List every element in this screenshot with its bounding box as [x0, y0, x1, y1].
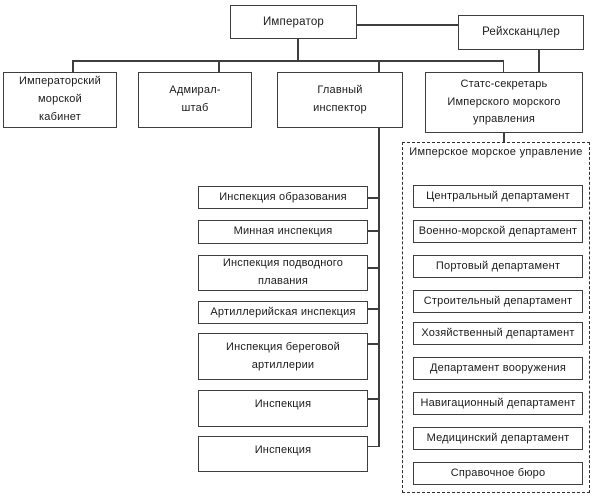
node-inspection-7 — [198, 436, 368, 472]
dept-central-label: Центральный департамент — [426, 189, 570, 202]
node-naval-cabinet-line3: кабинет — [39, 110, 81, 123]
inspection-6-label: Инспекция — [254, 398, 312, 410]
inspection-education-label: Инспекция образования — [219, 190, 347, 203]
node-inspection-6 — [198, 390, 368, 427]
inspection-7-label: Инспекция — [254, 444, 312, 456]
dept-reference-bureau-label: Справочное бюро — [450, 466, 546, 479]
node-dept-harbor — [413, 255, 583, 278]
node-naval-cabinet-line1: Императорский — [19, 75, 101, 88]
dept-harbor-label: Портовый департамент — [435, 259, 561, 272]
inspection-artillery-label: Артиллерийская инспекция — [210, 305, 356, 318]
node-chief-inspector-line1: Главный — [317, 84, 363, 97]
node-admiral-staff-line1: Адмирал- — [169, 84, 221, 97]
node-inspection-coastal-artillery — [198, 333, 368, 380]
connector-stub-inspection-6 — [368, 398, 379, 400]
dept-naval-war-label: Военно-морской департамент — [418, 224, 578, 237]
node-chancellor — [458, 15, 584, 50]
node-dept-reference-bureau — [413, 462, 583, 485]
inspection-submarine-line2: плавания — [257, 275, 309, 287]
connector-emperor-drop — [297, 39, 299, 60]
node-state-secretary-line1: Статс-секретарь — [460, 77, 548, 90]
connector-stub-inspection-5 — [368, 343, 379, 345]
node-emperor-label: Император — [262, 15, 325, 28]
dept-medical-label: Медицинский департамент — [426, 431, 570, 444]
node-naval-cabinet — [3, 72, 117, 128]
dept-navigation-label: Навигационный департамент — [420, 396, 576, 409]
connector-emperor-chancellor — [357, 24, 458, 26]
node-dept-central — [413, 185, 583, 208]
dept-construction-label: Строительный департамент — [423, 294, 573, 307]
node-inspection-education — [198, 186, 368, 209]
node-dept-navigation — [413, 392, 583, 415]
node-state-secretary-line2: Имперского морского — [447, 95, 561, 108]
connector-drop-state-secretary — [503, 60, 505, 72]
dept-economy-label: Хозяйственный департамент — [421, 326, 575, 339]
node-emperor — [230, 5, 357, 39]
node-dept-economy — [413, 322, 583, 345]
connector-secretary-to-office — [503, 133, 505, 142]
inspection-coastal-line1: Инспекция береговой — [225, 340, 341, 353]
node-inspection-mine — [198, 220, 368, 244]
dept-armament-label: Департамент вооружения — [429, 361, 567, 374]
node-dept-construction — [413, 290, 583, 313]
connector-drop-admiral-staff — [218, 60, 220, 72]
node-dept-armament — [413, 357, 583, 380]
node-dept-naval-war — [413, 220, 583, 243]
node-dept-medical — [413, 427, 583, 450]
connector-stub-inspection-1 — [368, 197, 379, 199]
node-state-secretary-line3: управления — [473, 113, 535, 126]
node-admiral-staff — [138, 72, 252, 128]
connector-stub-inspection-7 — [368, 446, 379, 448]
connector-drop-naval-cabinet — [72, 60, 74, 72]
node-chief-inspector — [277, 72, 403, 128]
inspection-submarine-line1: Инспекция подводного — [222, 257, 344, 270]
node-naval-cabinet-line2: морской — [38, 93, 82, 106]
inspection-mine-label: Минная инспекция — [233, 225, 333, 238]
node-inspection-artillery — [198, 301, 368, 324]
connector-stub-inspection-4 — [368, 308, 379, 310]
node-inspection-submarine — [198, 255, 368, 291]
connector-bus-row2 — [72, 60, 504, 62]
connector-drop-chief-inspector — [378, 60, 380, 72]
node-chancellor-label: Рейхсканцлер — [482, 26, 560, 39]
node-admiral-staff-line2: штаб — [181, 102, 209, 114]
node-chief-inspector-line2: инспектор — [313, 102, 367, 114]
group-imperial-naval-office-title: Имперское морское управление — [409, 146, 583, 158]
connector-chancellor-drop — [538, 50, 540, 72]
connector-stub-inspection-2 — [368, 230, 379, 232]
inspection-coastal-line2: артиллерии — [251, 358, 315, 371]
connector-stub-inspection-3 — [368, 267, 379, 269]
node-state-secretary — [425, 72, 583, 133]
